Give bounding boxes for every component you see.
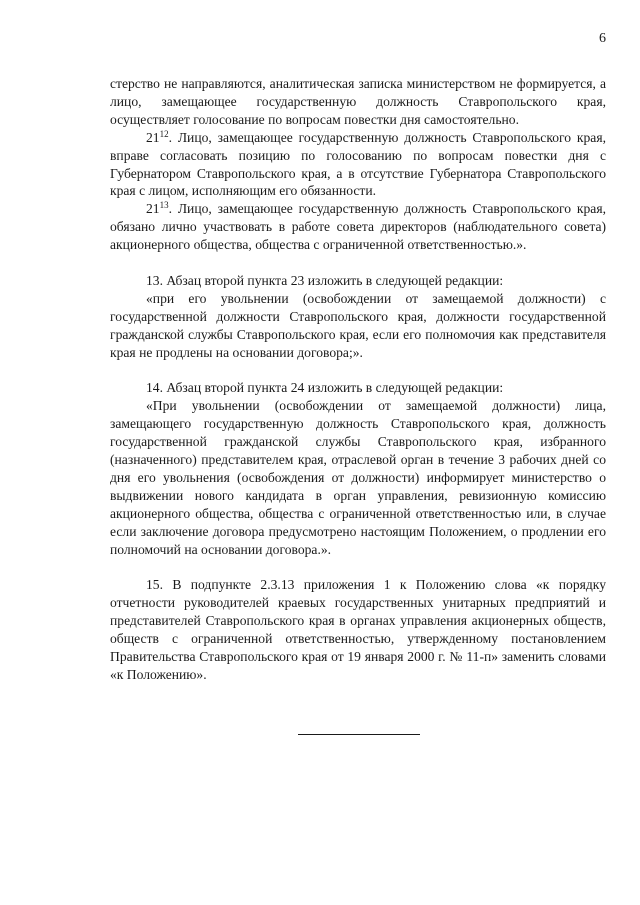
- paragraph-item-13-text: «при его увольнении (освобождении от замещаемой должности) с государственной должности Ставропольского края, должности государственной гражданской службы Ставропольского края, если его полномочия как представителя края не продлены на основании договора;».: [110, 290, 606, 360]
- page-number: 6: [599, 31, 606, 46]
- clause-text: . Лицо, замещающее государственную должность Ставропольского края, обязано лично участвовать в работе совета директоров (наблюдательного совета) акционерного общества, общества с ограниченной ответственностью.».: [110, 201, 606, 253]
- document-body: [110, 75, 606, 684]
- paragraph-21-12: [110, 129, 606, 201]
- end-of-document-rule: [298, 734, 420, 735]
- paragraph-continuation: стерство не направляются, аналитическая записка министерством не формируется, а лицо, замещающее государственную должность Ставропольского края, осуществляет голосование по вопросам повестки дня самостоятельно.: [110, 76, 606, 127]
- paragraph-item-13-heading: 13. Абзац второй пункта 23 изложить в следующей редакции:: [146, 272, 504, 288]
- paragraph-item-15: 15. В подпункте 2.3.13 приложения 1 к Положению слова «к порядку отчетности руководителей краевых государственных унитарных предприятий и представителей Ставропольского края в органах управления акционерных обществ, обществ с ограниченной ответственностью, утвержденному постановлением Правительства Ставропольского края от 19 января 2000 г. № 11-п» заменить словами «к Положению».: [110, 577, 606, 682]
- clause-superscript: 13: [159, 200, 169, 211]
- clause-number: 21: [146, 201, 160, 217]
- paragraph-item-14-heading: 14. Абзац второй пункта 24 изложить в следующей редакции:: [146, 380, 504, 396]
- clause-number: 21: [146, 129, 160, 145]
- clause-superscript: 12: [159, 128, 169, 139]
- clause-text: . Лицо, замещающее государственную должность Ставропольского края, вправе согласовать позицию по голосованию по вопросам повестки дня с Губернатором Ставропольского края, а в отсутствие Губернатора Ставропольского края с лицом, исполняющим его обязанности.: [110, 129, 606, 199]
- paragraph-21-13: [110, 200, 606, 254]
- paragraph-item-14-text: «При увольнении (освобождении от замещаемой должности) лица, замещающего государственную должность Ставропольского края, должность государственной гражданской службы Ставропольского края, избранного (назначенного) представителем края, отраслевой орган в течение 3 рабочих дней со дня его увольнения (освобождения от должности) информирует министерство о выдвижении нового кандидата в орган управления, ревизионную комиссию акционерного общества, общества с ограниченной ответственностью или, в случае если заключение договора предусмотрено настоящим Положением, о продлении его полномочий на основании договора.».: [110, 398, 606, 557]
